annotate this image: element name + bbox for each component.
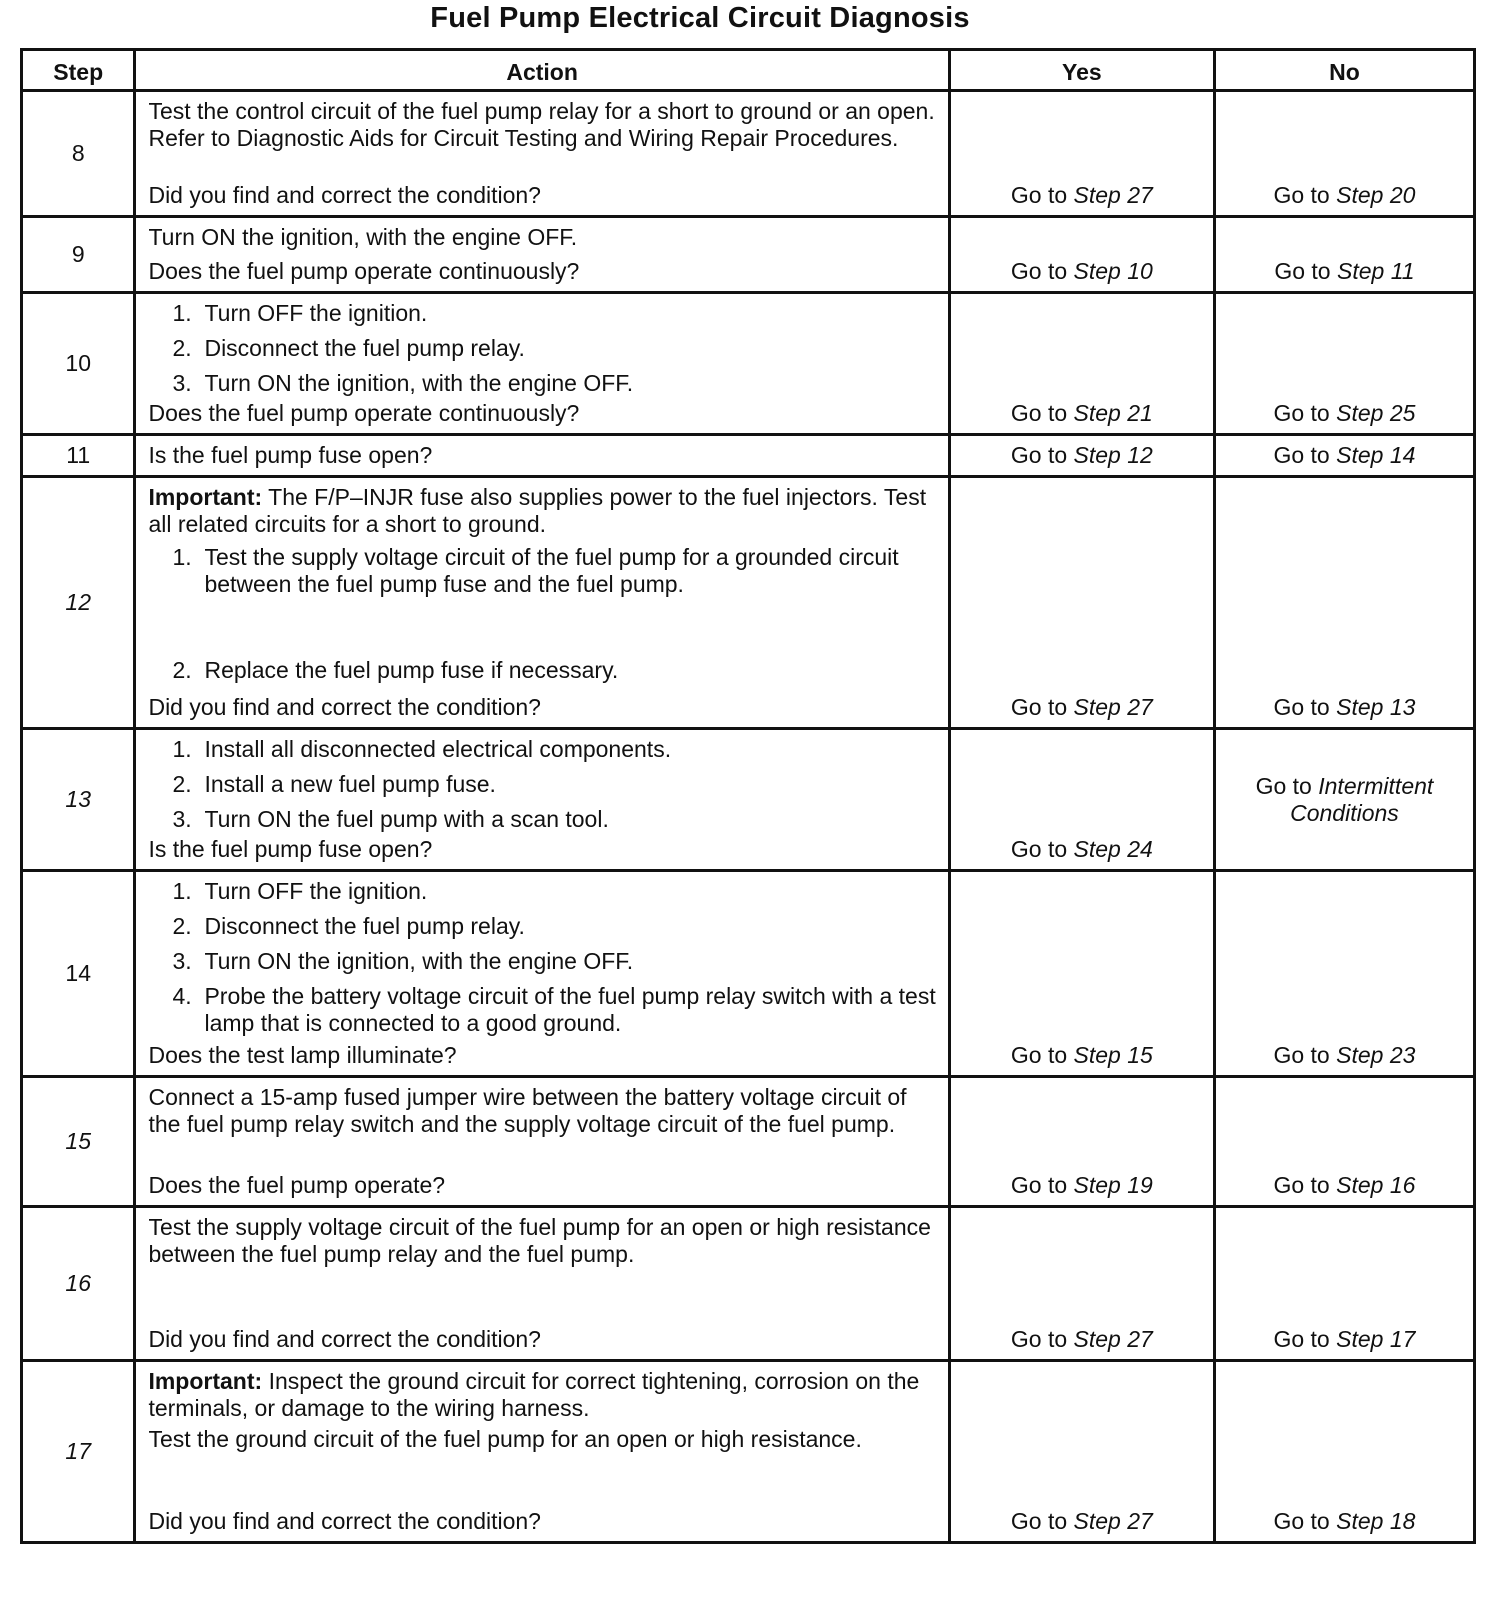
- list-item-number: 1.: [172, 300, 192, 326]
- list-item: [172, 300, 937, 327]
- action-text: Connect a 15-amp fused jumper wire between the battery voltage circuit of the fuel pump relay switch and the supply voltage circuit of the fuel pump.: [148, 1084, 907, 1137]
- goto-prefix: Go to: [1010, 442, 1068, 468]
- action-steps-list: [148, 736, 937, 833]
- yes-cell: [949, 1361, 1214, 1543]
- yes-answer: [951, 1326, 1213, 1353]
- goto-prefix: Go to: [1010, 1326, 1068, 1352]
- yes-cell: [949, 477, 1214, 729]
- list-item: [172, 878, 937, 905]
- action-cell: [135, 435, 949, 477]
- yes-cell: [949, 217, 1214, 293]
- yes-cell: [949, 91, 1214, 217]
- no-cell: [1214, 217, 1474, 293]
- goto-prefix: Go to: [1273, 1042, 1330, 1068]
- action-question: Did you find and correct the condition?: [148, 182, 541, 208]
- yes-answer: [951, 1508, 1213, 1535]
- goto-target-link[interactable]: Step 27: [1073, 1508, 1153, 1534]
- list-item: [172, 370, 937, 397]
- step-number: 9: [22, 217, 135, 293]
- action-cell: [135, 1361, 949, 1543]
- action-steps-list: [148, 878, 937, 1037]
- action-steps-list: [148, 544, 937, 684]
- no-answer: [1216, 442, 1473, 469]
- important-label: Important:: [148, 1368, 263, 1394]
- no-cell: [1214, 435, 1474, 477]
- yes-cell: [949, 871, 1214, 1077]
- step-number: 13: [22, 729, 135, 871]
- table-row: [22, 1077, 1475, 1207]
- list-item-text: Test the supply voltage circuit of the fuel pump for a grounded circuit between the fuel pump fuse and the fuel pump.: [204, 544, 899, 597]
- action-question: Did you find and correct the condition?: [148, 694, 541, 720]
- goto-prefix: Go to: [1010, 1508, 1068, 1534]
- list-item: [172, 948, 937, 975]
- list-item-text: Probe the battery voltage circuit of the fuel pump relay switch with a test lamp that is connected to a good ground.: [204, 983, 936, 1036]
- action-question: Is the fuel pump fuse open?: [148, 442, 433, 468]
- yes-answer: [951, 694, 1213, 721]
- table-row: [22, 1207, 1475, 1361]
- yes-cell: [949, 293, 1214, 435]
- action-cell: [135, 1077, 949, 1207]
- goto-target-link[interactable]: Step 23: [1336, 1042, 1416, 1068]
- step-number: 12: [22, 477, 135, 729]
- step-number: 16: [22, 1207, 135, 1361]
- no-cell: [1214, 871, 1474, 1077]
- yes-cell: [949, 729, 1214, 871]
- important-text: Inspect the ground circuit for correct tightening, corrosion on the terminals, or damage to the wiring harness.: [148, 1368, 920, 1421]
- yes-cell: [949, 1077, 1214, 1207]
- goto-prefix: Go to: [1274, 258, 1331, 284]
- no-answer: [1216, 400, 1473, 427]
- goto-prefix: Go to: [1273, 1172, 1330, 1198]
- diagnosis-table: [20, 48, 1476, 1544]
- list-item-text: Disconnect the fuel pump relay.: [204, 335, 525, 361]
- no-answer: [1216, 1172, 1473, 1199]
- list-item-number: 2.: [172, 335, 192, 361]
- goto-target-link[interactable]: Step 19: [1073, 1172, 1153, 1198]
- no-cell: [1214, 91, 1474, 217]
- goto-target-link[interactable]: Step 16: [1336, 1172, 1416, 1198]
- list-item-text: Replace the fuel pump fuse if necessary.: [204, 657, 619, 683]
- table-header-row: [22, 50, 1475, 91]
- goto-target-link[interactable]: Step 18: [1336, 1508, 1416, 1534]
- list-item-number: 1.: [172, 736, 192, 762]
- table-row: [22, 477, 1475, 729]
- action-cell: [135, 477, 949, 729]
- no-cell: [1214, 1207, 1474, 1361]
- goto-target-link[interactable]: Step 27: [1073, 182, 1153, 208]
- action-question: Does the fuel pump operate?: [148, 1172, 446, 1198]
- goto-prefix: Go to: [1010, 1042, 1068, 1068]
- list-item: [172, 983, 937, 1037]
- yes-answer: [951, 1042, 1213, 1069]
- goto-target-link[interactable]: Step 10: [1073, 258, 1153, 284]
- action-cell: [135, 293, 949, 435]
- goto-prefix: Go to: [1010, 258, 1068, 284]
- yes-answer: [951, 442, 1213, 469]
- no-answer: [1216, 694, 1473, 721]
- list-item-number: 3.: [172, 806, 192, 832]
- no-cell: [1214, 1077, 1474, 1207]
- step-number: 11: [22, 435, 135, 477]
- list-item: [172, 806, 937, 833]
- table-row: [22, 435, 1475, 477]
- list-item-number: 2.: [172, 771, 192, 797]
- important-label: Important:: [148, 484, 263, 510]
- yes-answer: [951, 1172, 1213, 1199]
- step-number: 15: [22, 1077, 135, 1207]
- step-number: 8: [22, 91, 135, 217]
- list-item-text: Turn ON the ignition, with the engine OFF.: [204, 370, 634, 396]
- goto-prefix: Go to: [1255, 772, 1312, 799]
- goto-target-link[interactable]: Step 11: [1336, 258, 1415, 284]
- important-note: [148, 484, 937, 538]
- no-cell: [1214, 293, 1474, 435]
- header-no: No: [1214, 50, 1474, 91]
- important-text: The F/P–INJR fuse also supplies power to the fuel injectors. Test all related circuits for a short to ground.: [148, 484, 927, 537]
- no-answer: [1216, 773, 1473, 827]
- header-action: Action: [135, 50, 949, 91]
- action-steps-list: [148, 300, 937, 397]
- goto-target-link[interactable]: Step 14: [1336, 442, 1416, 468]
- goto-target-link[interactable]: Step 27: [1073, 1326, 1153, 1352]
- no-cell: [1214, 1361, 1474, 1543]
- list-item: [172, 736, 937, 763]
- goto-prefix: Go to: [1273, 182, 1330, 208]
- goto-prefix: Go to: [1273, 400, 1330, 426]
- list-item-text: Install all disconnected electrical components.: [204, 736, 672, 762]
- action-cell: [135, 217, 949, 293]
- yes-answer: [951, 182, 1213, 209]
- table-row: [22, 729, 1475, 871]
- table-row: [22, 1361, 1475, 1543]
- list-item: [172, 544, 937, 598]
- list-item-number: 3.: [172, 948, 192, 974]
- yes-cell: [949, 435, 1214, 477]
- step-number: 17: [22, 1361, 135, 1543]
- action-question: Did you find and correct the condition?: [148, 1508, 541, 1534]
- action-question: Did you find and correct the condition?: [148, 1326, 541, 1352]
- important-note: [148, 1368, 937, 1422]
- header-yes: Yes: [949, 50, 1214, 91]
- goto-target-link[interactable]: Step 25: [1336, 400, 1416, 426]
- goto-target-link[interactable]: Step 20: [1336, 182, 1416, 208]
- goto-target-link[interactable]: Step 13: [1336, 694, 1416, 720]
- table-row: [22, 871, 1475, 1077]
- list-item-number: 3.: [172, 370, 192, 396]
- list-item-text: Turn OFF the ignition.: [204, 300, 428, 326]
- action-cell: [135, 91, 949, 217]
- action-text: Test the supply voltage circuit of the fuel pump for an open or high resistance between the fuel pump relay and the fuel pump.: [148, 1214, 931, 1267]
- action-cell: [135, 729, 949, 871]
- yes-answer: [951, 400, 1213, 427]
- goto-prefix: Go to: [1010, 400, 1068, 426]
- action-text: Test the ground circuit of the fuel pump for an open or high resistance.: [148, 1426, 862, 1452]
- action-text: Turn ON the ignition, with the engine OFF.: [148, 224, 578, 250]
- list-item-text: Turn OFF the ignition.: [204, 878, 428, 904]
- action-cell: [135, 871, 949, 1077]
- goto-target-link[interactable]: Step 17: [1336, 1326, 1416, 1352]
- goto-target-link[interactable]: Step 12: [1073, 442, 1153, 468]
- goto-target-link[interactable]: Step 24: [1073, 836, 1153, 862]
- no-answer: [1216, 1508, 1473, 1535]
- list-item-text: Turn ON the ignition, with the engine OFF.: [204, 948, 634, 974]
- yes-cell: [949, 1207, 1214, 1361]
- page-title: Fuel Pump Electrical Circuit Diagnosis: [430, 2, 970, 34]
- action-question: Does the fuel pump operate continuously?: [148, 400, 580, 426]
- goto-target-link[interactable]: Step 15: [1073, 1042, 1153, 1068]
- goto-prefix: Go to: [1273, 442, 1330, 468]
- step-number: 10: [22, 293, 135, 435]
- no-cell: [1214, 729, 1474, 871]
- goto-prefix: Go to: [1273, 1508, 1330, 1534]
- action-question: Does the test lamp illuminate?: [148, 1042, 457, 1068]
- list-item: [172, 657, 937, 684]
- header-step: Step: [22, 50, 135, 91]
- list-item-number: 2.: [172, 913, 192, 939]
- list-item: [172, 771, 937, 798]
- goto-target-link[interactable]: Step 21: [1073, 400, 1153, 426]
- list-item-number: 1.: [172, 544, 192, 570]
- list-item-text: Disconnect the fuel pump relay.: [204, 913, 525, 939]
- no-answer: [1216, 258, 1473, 285]
- goto-prefix: Go to: [1010, 836, 1068, 862]
- no-answer: [1216, 1326, 1473, 1353]
- list-item-text: Turn ON the fuel pump with a scan tool.: [204, 806, 609, 832]
- action-question: Does the fuel pump operate continuously?: [148, 258, 580, 284]
- goto-prefix: Go to: [1010, 1172, 1068, 1198]
- goto-prefix: Go to: [1010, 694, 1068, 720]
- table-row: [22, 217, 1475, 293]
- action-cell: [135, 1207, 949, 1361]
- goto-target-link[interactable]: Intermittent Conditions: [1290, 772, 1434, 826]
- no-cell: [1214, 477, 1474, 729]
- table-row: [22, 293, 1475, 435]
- goto-prefix: Go to: [1273, 694, 1330, 720]
- action-question: Is the fuel pump fuse open?: [148, 836, 433, 862]
- action-text: Test the control circuit of the fuel pump relay for a short to ground or an open. Refer to Diagnostic Aids for Circuit Testing and Wiring Repair Procedures.: [148, 98, 935, 151]
- list-item-text: Install a new fuel pump fuse.: [204, 771, 496, 797]
- list-item: [172, 913, 937, 940]
- step-number: 14: [22, 871, 135, 1077]
- goto-prefix: Go to: [1010, 182, 1068, 208]
- no-answer: [1216, 1042, 1473, 1069]
- goto-target-link[interactable]: Step 27: [1073, 694, 1153, 720]
- list-item-number: 4.: [172, 983, 192, 1009]
- list-item: [172, 335, 937, 362]
- yes-answer: [951, 258, 1213, 285]
- goto-prefix: Go to: [1273, 1326, 1330, 1352]
- list-item-number: 2.: [172, 657, 192, 683]
- yes-answer: [951, 836, 1213, 863]
- table-row: [22, 91, 1475, 217]
- list-item-number: 1.: [172, 878, 192, 904]
- no-answer: [1216, 182, 1473, 209]
